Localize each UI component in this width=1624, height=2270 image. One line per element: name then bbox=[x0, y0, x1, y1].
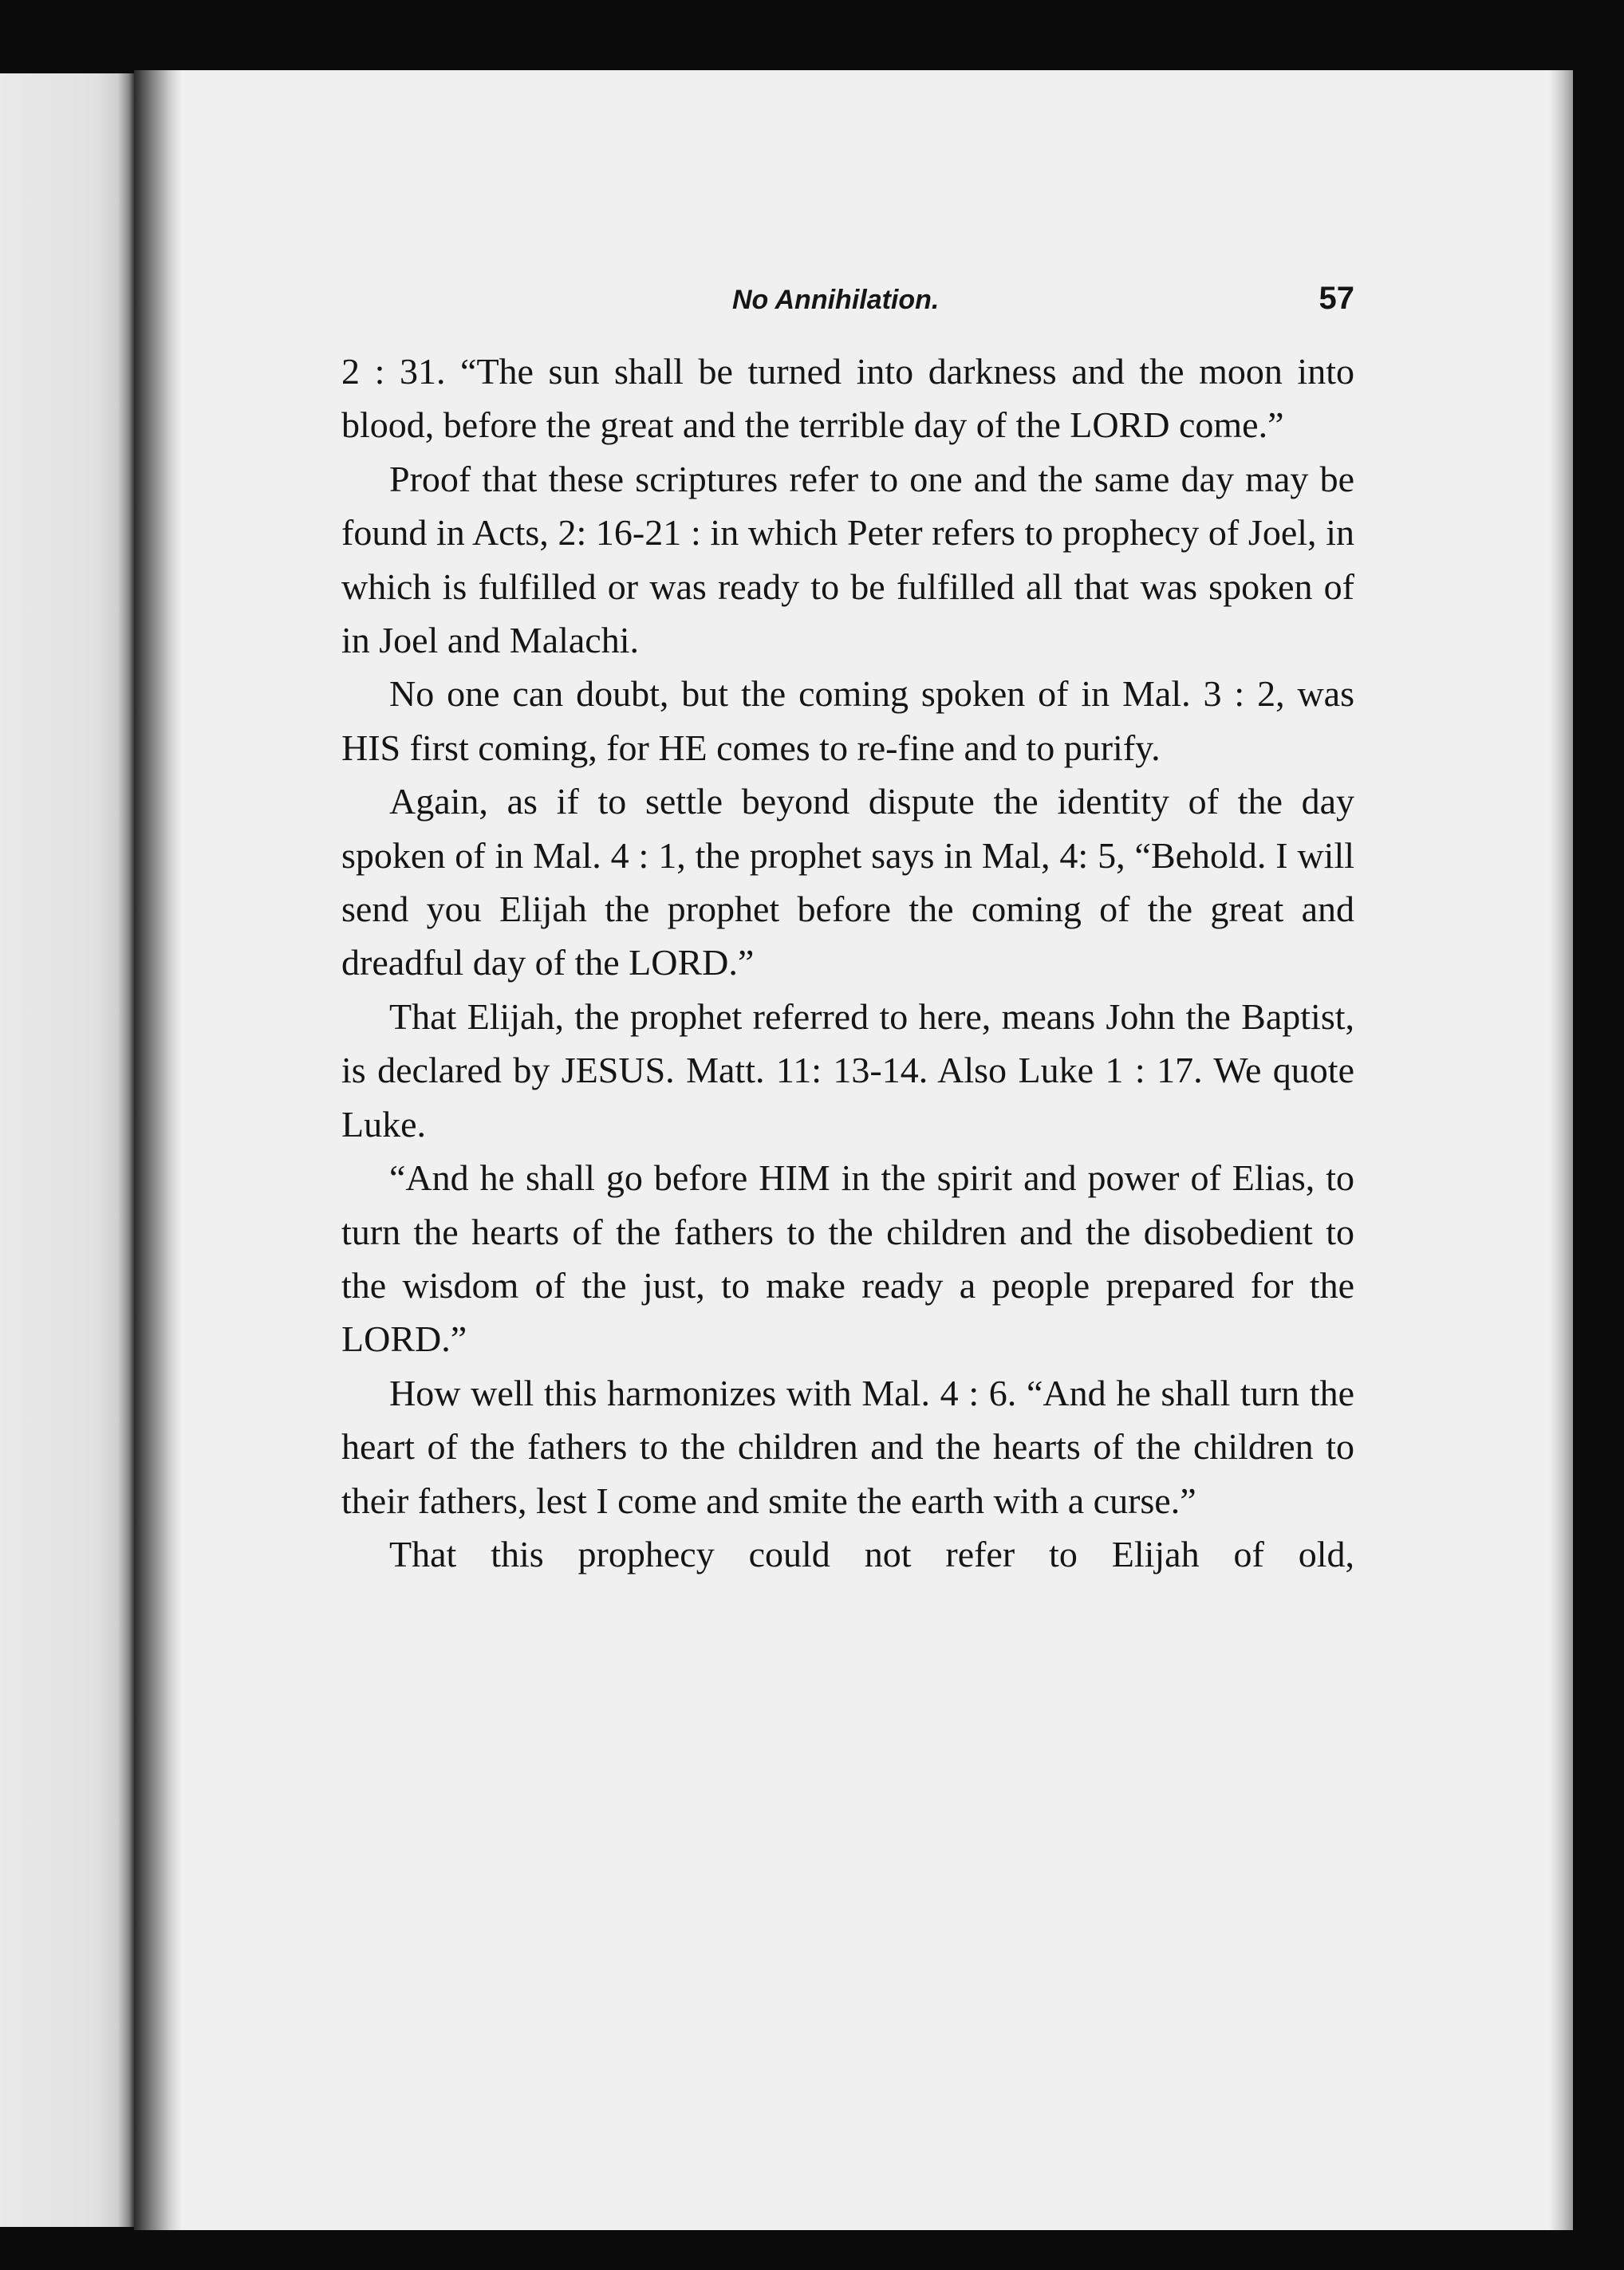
page-gutter-shadow bbox=[134, 70, 182, 2230]
paragraph: “And he shall go before HIM in the spirit and power of Elias, to turn the hearts of the fathers to the children and the disobedient to the wisdom of the just, to make ready a people prepared for the LORD.” bbox=[341, 1157, 1354, 1360]
running-title: No Annihilation. bbox=[732, 285, 940, 315]
paragraph: Proof that these scriptures refer to one and the same day may be found in Acts, 2: 16-21 : in which Peter refers to prophecy of Joel, in which is fulfilled or was ready to be fulfilled all that was spoken of in Joel and Malachi. bbox=[341, 458, 1354, 661]
paragraph-truncated: That this prophecy could not refer to Elijah of old, bbox=[389, 1533, 1354, 1574]
facing-page-edge bbox=[0, 73, 134, 2227]
page-right-edge bbox=[1549, 70, 1573, 2230]
page-number: 57 bbox=[1319, 281, 1354, 316]
paragraph-continuation: 2 : 31. “The sun shall be turned into darkness and the moon into blood, before the great and the terrible day of the LORD come.” bbox=[341, 351, 1354, 446]
paragraph: How well this harmonizes with Mal. 4 : 6. “And he shall turn the heart of the fathers to the children and the hearts of the children to their fathers, lest I come and smite the earth with a curse.” bbox=[341, 1372, 1354, 1521]
paragraph: No one can doubt, but the coming spoken of in Mal. 3 : 2, was HIS first coming, for HE comes to re-fine and to purify. bbox=[341, 673, 1354, 768]
paragraph: Again, as if to settle beyond dispute the identity of the day spoken of in Mal. 4 : 1, the prophet says in Mal, 4: 5, “Behold. I will send you Elijah the prophet before the coming of the great and dreadful day of the LORD.” bbox=[341, 781, 1354, 983]
page-header bbox=[341, 281, 1354, 345]
paragraph: That Elijah, the prophet referred to here, means John the Baptist, is declared by JESUS. Matt. 11: 13-14. Also Luke 1 : 17. We quote Luke. bbox=[341, 995, 1354, 1145]
page-text-block bbox=[341, 281, 1354, 1581]
